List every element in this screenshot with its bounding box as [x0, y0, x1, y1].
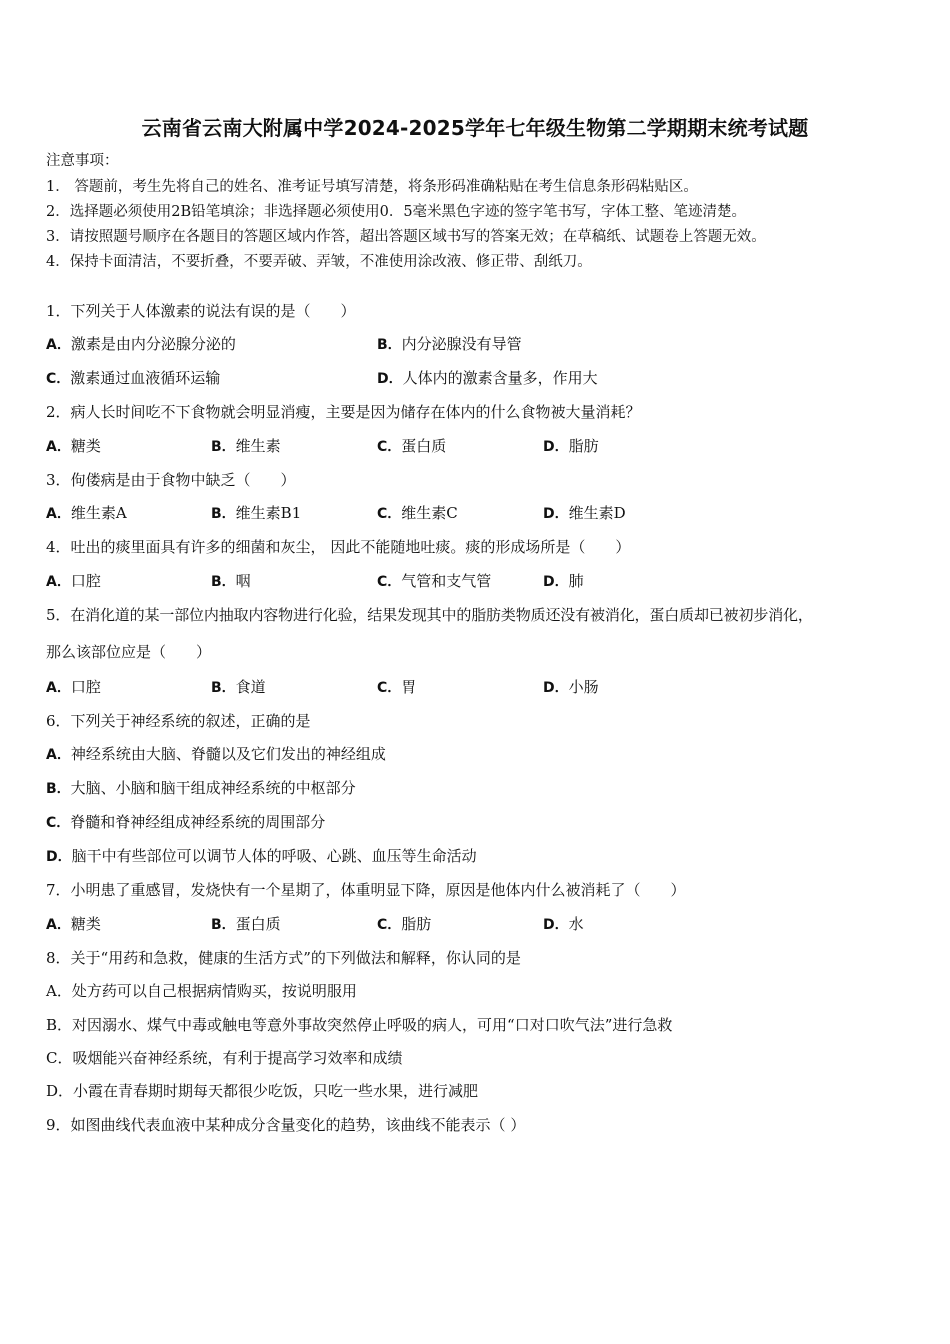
option-d: [543, 436, 599, 457]
option-letter: D．: [543, 680, 569, 696]
option-text: 维生素: [235, 437, 281, 455]
option-text: 对因溺水、煤气中毒或触电等意外事故突然停止呼吸的病人，可用“口对口吹气法”进行急救: [72, 1016, 673, 1034]
option-text: 人体内的激素含量多，作用大: [402, 369, 598, 387]
option-text: 激素是由内分泌腺分泌的: [70, 335, 236, 353]
option-row: [46, 436, 926, 456]
option-letter: D．: [46, 1082, 74, 1100]
option-letter: B．: [211, 680, 236, 696]
option-row: [46, 503, 926, 523]
option-d: [543, 503, 626, 524]
option-letter: D．: [377, 371, 403, 387]
option-letter: C．: [46, 815, 71, 831]
option-text: 胃: [401, 678, 417, 696]
option-text: 口腔: [70, 572, 101, 590]
option-text: 脂肪: [568, 437, 599, 455]
question-stem: 6．下列关于神经系统的叙述，正确的是: [46, 712, 311, 730]
option-text: 糖类: [70, 915, 101, 933]
option-row: [46, 334, 926, 354]
option-b: [377, 334, 522, 355]
option-text: 处方药可以自己根据病情购买，按说明服用: [71, 982, 357, 1000]
option-c: [377, 503, 458, 524]
option-text: 维生素D: [568, 504, 626, 522]
option-letter: B．: [211, 506, 236, 522]
page-title: 云南省云南大附属中学2024-2025学年七年级生物第二学期期末统考试题: [141, 116, 809, 140]
question-stem: 9．如图曲线代表血液中某种成分含量变化的趋势，该曲线不能表示（ ）: [46, 1116, 526, 1134]
option-letter: C．: [46, 371, 71, 387]
option-d: [543, 571, 584, 592]
option-letter: C．: [377, 439, 402, 455]
option-letter: B．: [46, 1016, 73, 1034]
question-stem: 3．佝偻病是由于食物中缺乏（ ）: [46, 471, 296, 489]
option-text: 水: [568, 915, 584, 933]
option-c: [377, 677, 416, 698]
option-letter: D．: [543, 917, 569, 933]
option-b: [46, 778, 356, 799]
option-c: [377, 571, 491, 592]
option-d: [543, 677, 599, 698]
question-stem: 5．在消化道的某一部位内抽取内容物进行化验，结果发现其中的脂肪类物质还没有被消化，蛋白质却已被初步消化，: [46, 606, 813, 624]
option-letter: A．: [46, 574, 71, 590]
option-text: 蛋白质: [401, 437, 447, 455]
question-stem: 2．病人长时间吃不下食物就会明显消瘦，主要是因为储存在体内的什么食物被大量消耗？: [46, 403, 641, 421]
option-letter: B．: [211, 574, 236, 590]
option-text: 糖类: [70, 437, 101, 455]
option-text: 口腔: [70, 678, 101, 696]
notice-item: 2．选择题必须使用2B铅笔填涂；非选择题必须使用0．5毫米黑色字迹的签字笔书写，字体工整、笔迹清楚。: [46, 204, 747, 220]
option-c: [46, 812, 325, 833]
option-letter: C．: [46, 1049, 73, 1067]
option-letter: C．: [377, 506, 402, 522]
option-text: 气管和支气管: [401, 572, 492, 590]
option-letter: B．: [46, 781, 71, 797]
option-letter: B．: [377, 337, 402, 353]
option-text: 维生素B1: [235, 504, 302, 522]
option-letter: A．: [46, 917, 71, 933]
option-letter: B．: [211, 917, 236, 933]
option-letter: C．: [377, 574, 402, 590]
option-c: [377, 436, 446, 457]
question-stem: 4．吐出的痰里面具有许多的细菌和灰尘， 因此不能随地吐痰。痰的形成场所是（ ）: [46, 538, 631, 556]
option-a: [46, 981, 357, 1001]
option-text: 内分泌腺没有导管: [401, 335, 522, 353]
option-letter: D．: [46, 849, 72, 865]
option-text: 脑干中有些部位可以调节人体的呼吸、心跳、血压等生命活动: [71, 847, 477, 865]
option-letter: A．: [46, 982, 72, 1000]
option-a: [46, 677, 101, 698]
option-text: 吸烟能兴奋神经系统，有利于提高学习效率和成绩: [72, 1049, 403, 1067]
option-letter: A．: [46, 439, 71, 455]
option-text: 肺: [568, 572, 584, 590]
option-text: 咽: [235, 572, 251, 590]
option-a: [46, 436, 101, 457]
option-text: 脂肪: [401, 915, 432, 933]
option-text: 神经系统由大脑、脊髓以及它们发出的神经组成: [70, 745, 386, 763]
option-d: [543, 914, 584, 935]
option-c: [377, 914, 431, 935]
option-c: [46, 368, 220, 389]
option-row: [46, 677, 926, 697]
question-stem: 7．小明患了重感冒，发烧快有一个星期了，体重明显下降，原因是他体内什么被消耗了（ ）: [46, 881, 686, 899]
option-text: 食道: [235, 678, 266, 696]
option-row: [46, 368, 926, 388]
notice-item: 4．保持卡面清洁，不要折叠，不要弄破、弄皱，不准使用涂改液、修正带、刮纸刀。: [46, 254, 592, 270]
option-a: [46, 744, 386, 765]
question-stem: 8．关于“用药和急救，健康的生活方式”的下列做法和解释，你认同的是: [46, 949, 521, 967]
option-letter: D．: [543, 439, 569, 455]
option-text: 小肠: [568, 678, 599, 696]
option-letter: A．: [46, 337, 71, 353]
option-b: [211, 503, 301, 524]
question-stem: 1．下列关于人体激素的说法有误的是（ ）: [46, 302, 356, 320]
option-d: [46, 1081, 478, 1101]
notice-heading: 注意事项：: [46, 153, 119, 169]
option-a: [46, 503, 127, 524]
option-letter: D．: [543, 574, 569, 590]
option-b: [211, 677, 266, 698]
option-letter: A．: [46, 506, 71, 522]
option-b: [211, 436, 281, 457]
option-text: 维生素C: [401, 504, 458, 522]
question-stem-continued: 那么该部位应是（ ）: [46, 643, 212, 661]
option-text: 脊髓和脊神经组成神经系统的周围部分: [70, 813, 326, 831]
option-b: [211, 914, 281, 935]
option-letter: B．: [211, 439, 236, 455]
option-letter: D．: [543, 506, 569, 522]
notice-item: 3．请按照题号顺序在各题目的答题区域内作答，超出答题区域书写的答案无效；在草稿纸、试题卷上答题无效。: [46, 229, 766, 245]
option-c: [46, 1048, 403, 1068]
option-text: 维生素A: [70, 504, 127, 522]
option-d: [46, 846, 477, 867]
option-d: [377, 368, 598, 389]
notice-item: 1． 答题前，考生先将自己的姓名、准考证号填写清楚，将条形码准确粘贴在考生信息条形码粘贴区。: [46, 179, 698, 195]
option-b: [46, 1015, 672, 1035]
option-a: [46, 914, 101, 935]
option-text: 大脑、小脑和脑干组成神经系统的中枢部分: [70, 779, 356, 797]
option-a: [46, 334, 236, 355]
option-letter: A．: [46, 747, 71, 763]
option-text: 蛋白质: [235, 915, 281, 933]
option-row: [46, 914, 926, 934]
option-letter: C．: [377, 917, 402, 933]
option-letter: A．: [46, 680, 71, 696]
option-text: 激素通过血液循环运输: [70, 369, 221, 387]
option-text: 小霞在青春期时期每天都很少吃饭，只吃一些水果，进行减肥: [73, 1082, 479, 1100]
option-row: [46, 571, 926, 591]
option-letter: C．: [377, 680, 402, 696]
option-b: [211, 571, 251, 592]
option-a: [46, 571, 101, 592]
